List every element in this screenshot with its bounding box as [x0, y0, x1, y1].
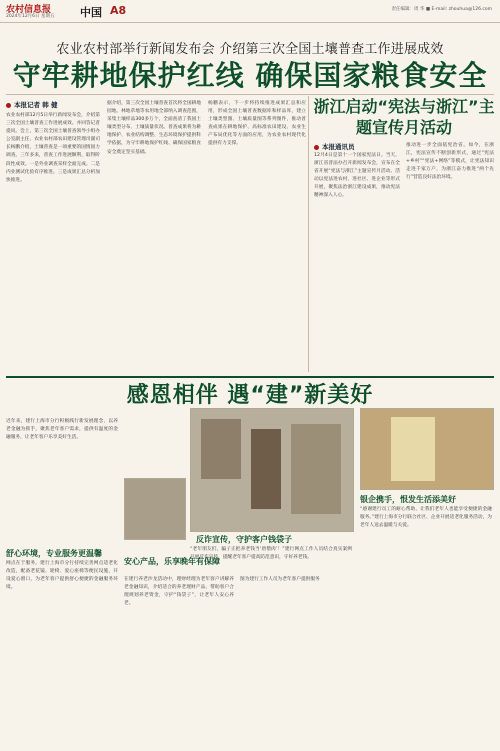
- lead-body-col2: 据介绍，第三次全国土壤普查首次将全国耕地园地、林地草地等农用地全部纳入调查范围，采集土壤样品300多万个，全面查清了我国土壤类型分布、土壤质量状况。普查成果将为耕地保护、农业结构调整、生态环境保护提供科学依据，为守牢耕地保护红线、确保国家粮食安全奠定坚实基础。: [107, 101, 201, 155]
- lead-headline: 守牢耕地保护红线 确保国家粮食安全: [12, 59, 488, 92]
- seniors-photo: [124, 478, 186, 540]
- page-number: A8: [110, 4, 127, 17]
- side-body-col2: 推动进一步全面依宪治省。如今，在浙江，宪法宣传不断创新形式，通过“宪法+乡村”“宪法+网络”等模式，让宪法知识走进千家万户，为浙江奋力推进“两个先行”营造良好法治环境。: [406, 143, 494, 181]
- brochure-photo-icon: [361, 409, 493, 489]
- column-divider: [308, 96, 309, 372]
- group-photo-icon: [125, 479, 185, 539]
- issue-date: 2024年12月6日 星期五: [6, 14, 55, 19]
- headline-divider: [6, 94, 494, 95]
- feature-intro: 近年来，建行上海市分行积极践行新发展理念，以养老金融为抓手，聚焦老年客户需求，提供有温度的金融服务，让老年客户乐享美好生活。: [6, 419, 118, 441]
- feature-sub2-title: 安心产品，乐享晚年有保障: [124, 557, 220, 566]
- lead-body-col1: 农业农村部12月5日举行新闻发布会，介绍第三次全国土壤普查工作进展成效。并回答记者提问。会上，第三次全国土壤普查领导小组办公室副主任、农业农村部农田建设管理司副司长杨鹏介绍，土壤普查是一项重要的国情国力调查，三年多来，普查工作进展顺利，取得阶段性成效。一是外业调查采样全面完成。二是内业测试化验有序推进。三是成果汇总分析加快推进。: [6, 113, 100, 183]
- side-byline: [314, 142, 355, 151]
- lead-kicker: 农业农村部举行新闻发布会 介绍第三次全国土壤普查工作进展成效: [56, 42, 444, 57]
- feature-sub2-body: 在建行养老沙龙活动中，理财经理为老年客户讲解养老金融知识，介绍适合的养老理财产品，帮助客户合理规划养老资金，守护“钱袋子”，让老年人安心养老。: [124, 577, 234, 607]
- side-body-col1: 12月4日是第十一个国家宪法日。当天，浙江省普法办召开新闻发布会，宣布在全省开展“宪法与浙江”主题宣传月活动。活动以宪法进农村、进社区、进企业等形式开展，聚焦法治浙江建设成果，推动宪法精神深入人心。: [314, 153, 400, 199]
- side-headline: 浙江启动“宪法与浙江”主题宣传月活动: [313, 97, 495, 137]
- event-photo-icon: [191, 409, 353, 531]
- bullet-icon: [314, 145, 319, 150]
- feature-sub3-title: 反诈宣传，守护客户钱袋子: [196, 535, 292, 544]
- lead-byline: [6, 100, 58, 109]
- product-photo: [360, 408, 494, 490]
- feature-sub4-title: 银企携手，恨发生活添美好: [360, 495, 456, 504]
- lead-byline-text: 本报记者 韩 健: [14, 101, 58, 109]
- feature-photo: [190, 408, 354, 532]
- side-byline-text: 本报通讯员: [322, 143, 355, 151]
- feature-sub1-body: 网点在于服务。建行上海市分行持续完善网点适老化改造，配备老花镜、轮椅、爱心座椅等便民设施，开设爱心窗口，为老年客户提供舒心便捷的金融服务环境。: [6, 561, 118, 591]
- feature-sub1-title: 舒心环境，专业服务更温馨: [6, 549, 102, 558]
- feature-headline: 感恩相伴 遇“建”新美好: [126, 383, 374, 408]
- newspaper-logo: 农村信息报: [6, 5, 52, 15]
- editor-info: 责任编辑：周 华 ■ E-mail: zhouhua@126.com: [391, 7, 492, 12]
- feature-photo-caption: 图为建行工作人员为老年客户提供服务: [240, 577, 320, 582]
- feature-sub3-body: “老年朋友们，骗子正把养老钱当‘唐僧肉’！”建行网点工作人员结合真实案例开展反诈宣传，提醒老年客户提高防范意识，守好养老钱。: [190, 547, 352, 561]
- bullet-icon: [6, 103, 11, 108]
- lead-body-col3: 杨鹏表示，下一步将持续推进成果汇总和应用，形成全国土壤普查数据库和样品库，建立土壤类型图、土壤质量图等系列图件，推动普查成果在耕地保护、高标准农田建设、农业生产布局优化等方面的应用，为农业农村现代化提供有力支撑。: [208, 101, 306, 147]
- feature-sub4-body: “感谢建行员工的耐心帮助，让我们老年人也能享受便捷的金融服务。”建行上海市分行联合社区、企业开展适老化服务活动，为老年人送去温暖与关爱。: [360, 507, 492, 529]
- section-name: 中国: [80, 6, 102, 19]
